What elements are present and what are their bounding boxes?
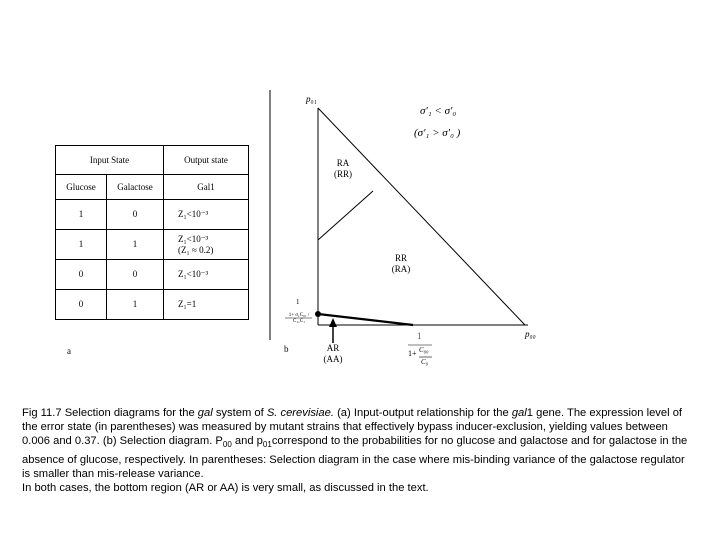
caption-text: correspond to the probabilities for no glucose and galactose and for galactose in the absence of glucose, respectively. In parentheses: Selection diagram in the case where mis-binding variance of the galactose regulator is smaller than mis-release variance. xyxy=(22,435,688,481)
glucose-header: Glucose xyxy=(56,175,107,200)
region-rr-name: RR xyxy=(394,253,407,263)
ra-rr-boundary xyxy=(318,191,373,240)
x-tick-prefix: 1+ xyxy=(408,349,417,358)
output-state-header: Output state xyxy=(164,146,249,175)
region-ar-label xyxy=(319,343,347,365)
gal1-cell: Z₁<10⁻³ xyxy=(164,260,249,290)
galactose-cell: 1 xyxy=(107,290,164,320)
x-tick-frac-numerator: C₀₀ xyxy=(419,346,429,354)
condition-main: σ′₁ < σ′₀ xyxy=(420,105,457,117)
caption-text: Fig 11.7 Selection diagrams for the xyxy=(22,407,198,419)
region-ra-label xyxy=(330,158,356,180)
glucose-cell: 0 xyxy=(56,290,107,320)
glucose-cell: 1 xyxy=(56,230,107,260)
caption-text: system of xyxy=(212,407,267,419)
x-axis-label: p₀₀ xyxy=(525,329,536,339)
figure-caption xyxy=(22,406,694,495)
caption-text: (a) Input-output relationship for the xyxy=(333,407,512,419)
y-tick-denominator: 1+ σ₁C₀₁ / C₁₁C₁ xyxy=(288,313,310,324)
region-ar-alt: (AA) xyxy=(323,354,343,364)
ar-arrow-head xyxy=(329,318,337,327)
caption-sub: 00 xyxy=(222,440,232,450)
galactose-cell: 0 xyxy=(107,260,164,290)
glucose-cell: 0 xyxy=(56,260,107,290)
region-rr-alt: (RA) xyxy=(391,264,411,274)
galactose-cell: 1 xyxy=(107,230,164,260)
caption-species: S. cerevisiae. xyxy=(266,407,334,419)
glucose-cell: 1 xyxy=(56,200,107,230)
region-ra-name: RA xyxy=(336,158,350,168)
caption-text: and p xyxy=(231,435,263,448)
hypotenuse-edge xyxy=(318,105,525,325)
galactose-cell: 0 xyxy=(107,200,164,230)
condition-alt: (σ′₁ > σ′₀ ) xyxy=(414,127,461,139)
input-state-header: Input State xyxy=(56,146,164,175)
x-tick-frac-denominator: C₀ xyxy=(421,358,429,366)
caption-gal1: gal xyxy=(511,407,527,419)
caption-gal: gal xyxy=(197,407,213,419)
panel-label-b: b xyxy=(284,344,289,354)
panel-label-a: a xyxy=(67,346,71,356)
region-rr-label xyxy=(388,253,414,275)
y-axis-label: p₀₁ xyxy=(306,94,317,104)
region-ra-alt: (RR) xyxy=(334,169,352,179)
caption-text: 1 gene. The expression level of the error state (in parentheses) was measured by mutant strains that effectively bypass inducer-exclusion, yielding values between 0.006 and 0.37. (b) Selection diagram. P xyxy=(22,407,683,448)
gal1-error-value: (Z₁ ≈ 0.2) xyxy=(178,244,214,255)
gal1-value: Z₁<10⁻³ xyxy=(178,233,209,244)
y-tick-numerator: 1 xyxy=(296,298,300,306)
gal1-cell: Z₁<10⁻³ xyxy=(164,200,249,230)
region-ar-name: AR xyxy=(326,343,340,353)
gal1-cell: Z₁=1 xyxy=(164,290,249,320)
caption-text: In both cases, the bottom region (AR or AA) is very small, as discussed in the text. xyxy=(22,482,429,495)
caption-sub: 01 xyxy=(262,440,272,450)
x-tick-numerator: 1 xyxy=(417,331,422,341)
gal1-header: Gal1 xyxy=(164,175,249,200)
boundary-point xyxy=(315,311,321,317)
galactose-header: Galactose xyxy=(107,175,164,200)
